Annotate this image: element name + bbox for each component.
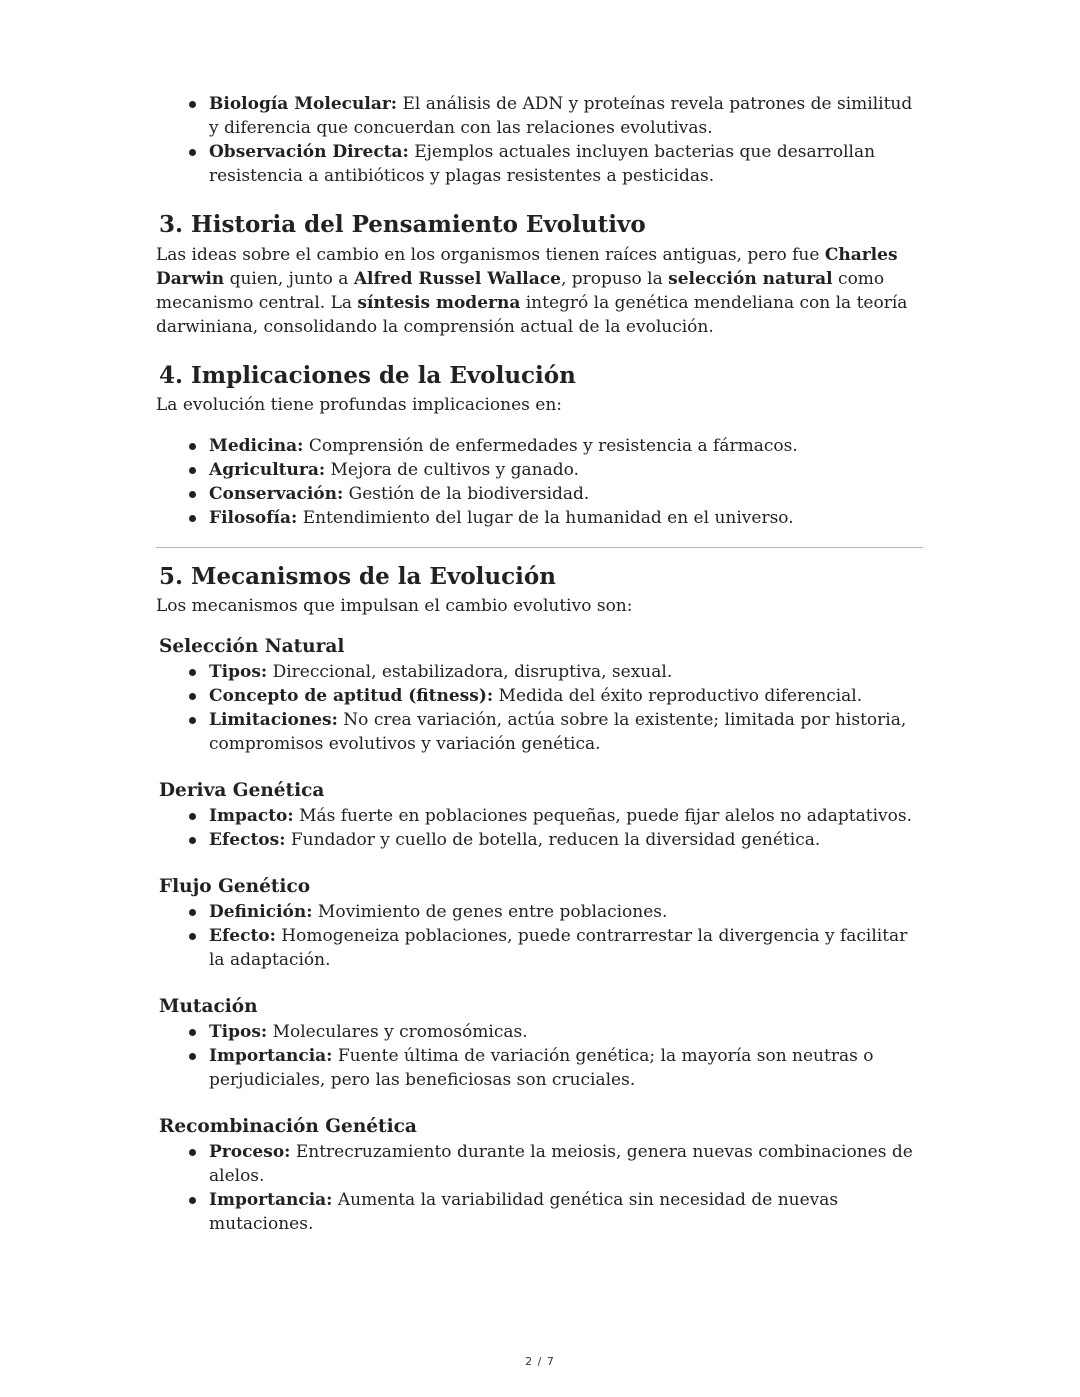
list-item: Importancia: Fuente última de variación genética; la mayoría son neutras o perjudiciales, pero las beneficiosas son cruciales. [209, 1044, 924, 1092]
subsection-title-mutation: Mutación [159, 996, 258, 1017]
list-item: Proceso: Entrecruzamiento durante la meiosis, genera nuevas combinaciones de alelos. [209, 1140, 924, 1188]
list-item: Conservación: Gestión de la biodiversidad. [209, 482, 924, 506]
genetic-drift-list [156, 804, 924, 852]
list-item: Observación Directa: Ejemplos actuales incluyen bacterias que desarrollan resistencia a antibióticos y plagas resistentes a pesticidas. [209, 140, 924, 188]
list-item: Definición: Movimiento de genes entre poblaciones. [209, 900, 924, 924]
implications-intro: La evolución tiene profundas implicaciones en: [156, 395, 563, 415]
list-item: Limitaciones: No crea variación, actúa sobre la existente; limitada por historia, compromisos evolutivos y variación genética. [209, 708, 924, 756]
mutation-list [156, 1020, 924, 1092]
subsection-title-recombination: Recombinación Genética [159, 1116, 417, 1137]
subsection-title-gene-flow: Flujo Genético [159, 876, 311, 897]
natural-selection-list [156, 660, 924, 756]
list-item: Tipos: Moleculares y cromosómicas. [209, 1020, 924, 1044]
list-item: Tipos: Direccional, estabilizadora, disruptiva, sexual. [209, 660, 924, 684]
list-item: Impacto: Más fuerte en poblaciones pequeñas, puede fijar alelos no adaptativos. [209, 804, 924, 828]
list-item: Filosofía: Entendimiento del lugar de la humanidad en el universo. [209, 506, 924, 530]
page-number: 2 / 7 [525, 1355, 555, 1368]
list-item: Medicina: Comprensión de enfermedades y resistencia a fármacos. [209, 434, 924, 458]
recombination-list [156, 1140, 924, 1236]
implications-list [156, 434, 924, 530]
gene-flow-list [156, 900, 924, 972]
list-item: Efectos: Fundador y cuello de botella, reducen la diversidad genética. [209, 828, 924, 852]
evidence-list [156, 92, 924, 188]
section-title-mechanisms: 5. Mecanismos de la Evolución [159, 563, 556, 590]
mechanisms-intro: Los mecanismos que impulsan el cambio evolutivo son: [156, 596, 633, 616]
list-item: Importancia: Aumenta la variabilidad genética sin necesidad de nuevas mutaciones. [209, 1188, 924, 1236]
section-divider [156, 547, 923, 548]
subsection-title-genetic-drift: Deriva Genética [159, 780, 325, 801]
list-item: Efecto: Homogeneiza poblaciones, puede contrarrestar la divergencia y facilitar la adaptación. [209, 924, 924, 972]
list-item: Agricultura: Mejora de cultivos y ganado. [209, 458, 924, 482]
list-item: Concepto de aptitud (fitness): Medida del éxito reproductivo diferencial. [209, 684, 924, 708]
section-title-history: 3. Historia del Pensamiento Evolutivo [159, 211, 646, 238]
subsection-title-natural-selection: Selección Natural [159, 636, 345, 657]
history-paragraph: Las ideas sobre el cambio en los organismos tienen raíces antiguas, pero fue Charles Darwin quien, junto a Alfred Russel Wallace, propuso la selección natural como mecanismo central. La síntesis moderna integró la genética mendeliana con la teoría darwiniana, consolidando la comprensión actual de la evolución. [156, 245, 908, 337]
section-title-implications: 4. Implicaciones de la Evolución [159, 362, 576, 389]
list-item: Biología Molecular: El análisis de ADN y proteínas revela patrones de similitud y diferencia que concuerdan con las relaciones evolutivas. [209, 92, 924, 140]
